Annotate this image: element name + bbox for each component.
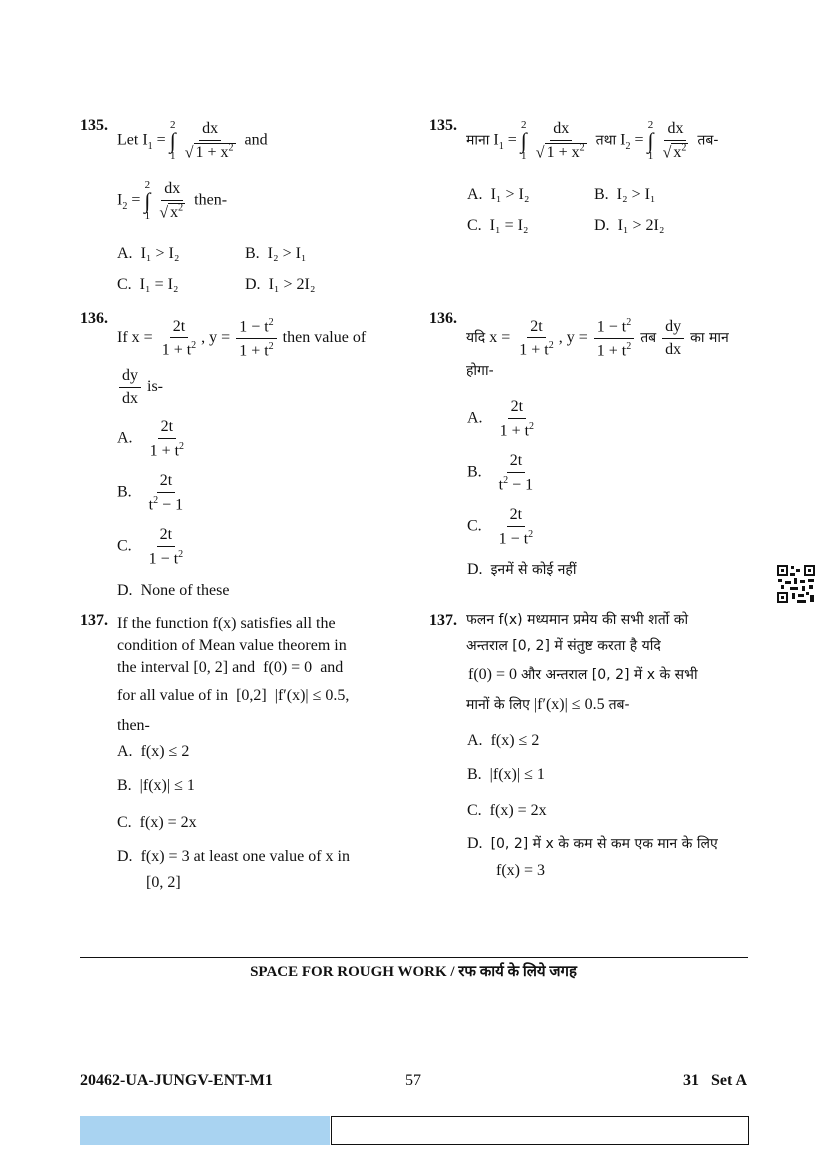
option: C. I₁ = I₂: [467, 217, 529, 234]
question-text: Let $I_1$ = 2 ∫ 1 $\frac{dx}{√ 1 + x^2}$ and: [117, 119, 268, 162]
question-text: मानों के लिए |f′(x)| ≤ 0.5 तब-: [466, 696, 630, 713]
question-text: the interval [0, 2] and f(0) = 0 and: [117, 659, 344, 676]
option: A. $\frac{2t}{1 + t^2}$: [117, 418, 185, 459]
option: A. f(x) ≤ 2: [467, 732, 540, 749]
question-text: होगा-: [466, 363, 494, 379]
question-text: If x = $\frac{2t}{1 + t^2}$ , y = $\frac{1 - t^2}{1 + t^2}$ then value of: [117, 317, 367, 360]
question-text: अन्तराल [0, 2] में संतुष्ट करता है यदि: [466, 638, 661, 654]
integral: 2 ∫ 1: [520, 119, 527, 162]
divider: [80, 957, 748, 958]
option: D. [0, 2] में x के कम से कम एक मान के लिए: [467, 835, 718, 852]
question-number: 137.: [429, 612, 457, 629]
option: A. $\frac{2t}{1 + t^2}$: [467, 398, 535, 439]
question-text: condition of Mean value theorem in: [117, 637, 347, 654]
page-number: 57: [405, 1072, 421, 1089]
question-number: 137.: [80, 612, 108, 629]
integral: 2 ∫ 1: [647, 119, 654, 162]
question-text: फलन f(x) मध्यमान प्रमेय की सभी शर्तो को: [466, 612, 689, 628]
footer-blue-bar: [80, 1116, 330, 1145]
question-text: for all value of in [0,2] |f′(x)| ≤ 0.5,: [117, 687, 350, 704]
rough-work-label: SPACE FOR ROUGH WORK / रफ कार्य के लिये जगह: [250, 964, 577, 980]
footer-box: [331, 1116, 749, 1145]
option: C. $\frac{2t}{1 - t^2}$: [117, 526, 184, 567]
option: B. I₂ > I₁: [594, 186, 656, 203]
option: A. I₁ > I₂: [117, 245, 180, 262]
fraction: $\frac{dx}{√ 1 + x^2}$: [184, 120, 234, 162]
integral: 2 ∫ 1: [169, 119, 176, 162]
option: C. I₁ = I₂: [117, 276, 179, 293]
option: D. इनमें से कोई नहीं: [467, 561, 577, 578]
option: A. f(x) ≤ 2: [117, 743, 190, 760]
option: B. |f(x)| ≤ 1: [117, 777, 195, 794]
option: A. I₁ > I₂: [467, 186, 530, 203]
question-number: 136.: [80, 310, 108, 327]
question-text: माना $I_1$ = 2 ∫ 1 $\frac{dx}{√ 1 + x^2}$ तथा $I_2$ = 2 ∫ 1 $\frac{dx}{√ x^2}$ तब-: [466, 119, 719, 162]
option: D. I₁ > 2I₂: [594, 217, 665, 234]
option: C. $\frac{2t}{1 - t^2}$: [467, 506, 534, 547]
option: B. I₂ > I₁: [245, 245, 307, 262]
set-label: 31 Set A: [683, 1072, 747, 1089]
option: D. I₁ > 2I₂: [245, 276, 316, 293]
option: B. |f(x)| ≤ 1: [467, 766, 545, 783]
paper-code: 20462-UA-JUNGV-ENT-M1: [80, 1072, 273, 1089]
question-number: 135.: [80, 117, 108, 134]
option: B. $\frac{2t}{t^2 - 1}$: [117, 472, 184, 513]
fraction: $\frac{dx}{√ 1 + x^2}$: [535, 120, 585, 162]
question-text: f(0) = 0 और अन्तराल [0, 2] में x के सभी: [468, 666, 698, 683]
qr-code-icon: [776, 564, 816, 604]
option: D. None of these: [117, 582, 230, 599]
option-continuation: [0, 2]: [146, 874, 181, 891]
option: C. f(x) = 2x: [117, 814, 197, 831]
question-number: 135.: [429, 117, 457, 134]
option: D. f(x) = 3 at least one value of x in: [117, 848, 350, 865]
question-text: If the function f(x) satisfies all the: [117, 615, 336, 632]
fraction: $\frac{dx}{√ x^2}$: [159, 180, 184, 222]
question-text: $\frac{dy}{dx}$ is-: [117, 367, 163, 407]
integral: 2 ∫ 1: [144, 179, 151, 222]
question-number: 136.: [429, 310, 457, 327]
fraction: $\frac{dx}{√ x^2}$: [662, 120, 687, 162]
question-text: $I_2$ = 2 ∫ 1 $\frac{dx}{√ x^2}$ then-: [117, 179, 228, 222]
option-continuation: f(x) = 3: [496, 862, 546, 879]
question-text: यदि x = $\frac{2t}{1 + t^2}$ , y = $\frac{1 - t^2}{1 + t^2}$ तब $\frac{dy}{dx}$ का मान: [466, 317, 729, 360]
option: B. $\frac{2t}{t^2 - 1}$: [467, 452, 534, 493]
option: C. f(x) = 2x: [467, 802, 547, 819]
question-text: then-: [117, 717, 150, 734]
